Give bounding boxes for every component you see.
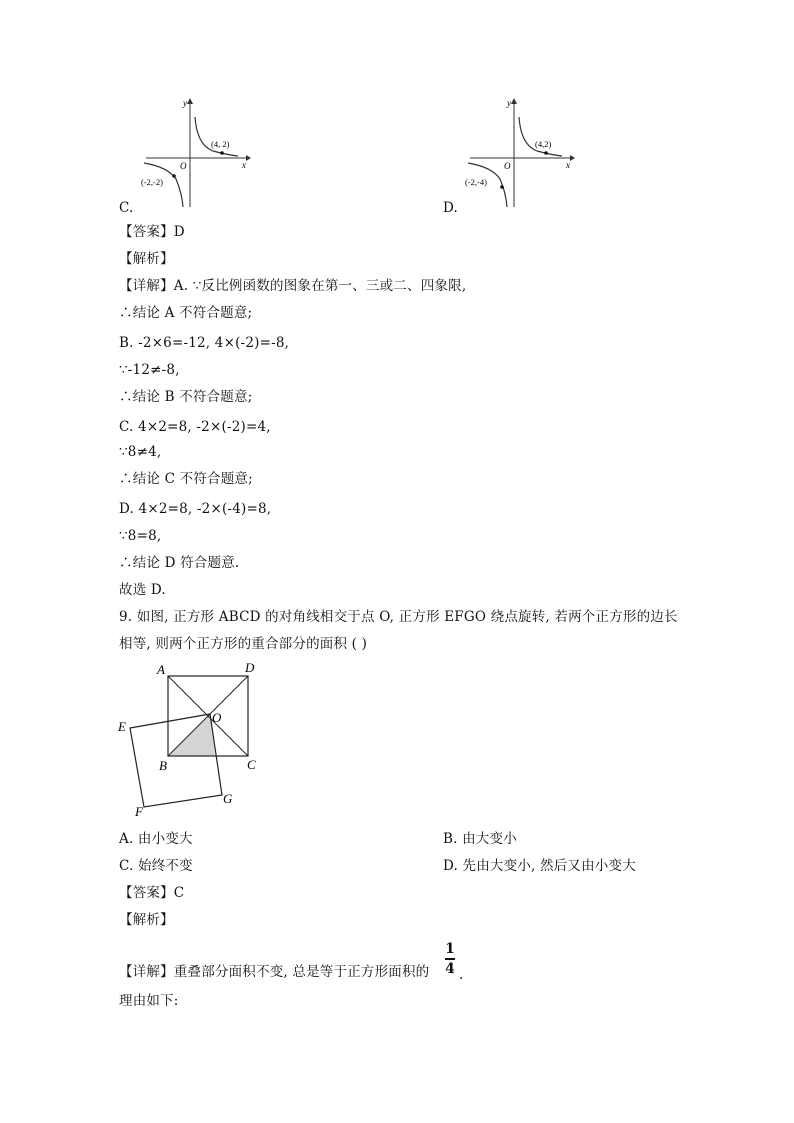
origin-label: O	[504, 161, 511, 171]
graph-option-c	[138, 95, 253, 210]
label-o: O	[212, 710, 222, 725]
q8-detail-line: 【详解】A. ∵反比例函数的图象在第一、三或二、四象限,	[119, 278, 467, 294]
x-axis-label: x	[566, 160, 570, 170]
q9-analysis-heading: 【解析】	[119, 912, 174, 928]
label-g: G	[223, 791, 233, 806]
point-a-label: (4,2)	[535, 139, 552, 149]
point-b-label: (-2,-2)	[141, 177, 163, 187]
q8-detail-line: ∵8≠4,	[119, 444, 162, 460]
q8-answer: 【答案】D	[119, 224, 185, 240]
fraction-bar	[445, 958, 455, 960]
q8-detail-line: ∴结论 C 不符合题意;	[119, 471, 253, 487]
point-a-label: (4, 2)	[211, 139, 230, 149]
q9-option-d: D. 先由大变小, 然后又由小变大	[443, 858, 636, 874]
graph-option-d	[462, 95, 577, 210]
fraction-numerator: 1	[445, 941, 455, 957]
point-b-label: (-2,-4)	[465, 177, 487, 187]
option-d-label: D.	[443, 200, 459, 216]
curve-first-quadrant	[195, 117, 238, 156]
q9-detail-end: .	[459, 967, 464, 983]
label-c: C	[247, 757, 256, 772]
q8-detail-line: ∴结论 B 不符合题意;	[119, 389, 253, 405]
q8-detail-line: ∴结论 D 符合题意.	[119, 555, 240, 571]
y-axis-label: y	[183, 98, 187, 108]
point-b-dot	[172, 174, 176, 178]
q9-option-c: C. 始终不变	[119, 858, 193, 874]
q8-detail-line: B. -2×6=-12, 4×(-2)=-8,	[119, 335, 290, 351]
q9-answer: 【答案】C	[119, 885, 185, 901]
q9-stem-line-1: 9. 如图, 正方形 ABCD 的对角线相交于点 O, 正方形 EFGO 绕点旋转, 若两个正方形的边长	[119, 609, 678, 625]
label-d: D	[245, 660, 255, 675]
fraction-denominator: 4	[445, 961, 455, 977]
q9-detail-text: 【详解】重叠部分面积不变, 总是等于正方形面积的	[119, 964, 430, 980]
q9-option-a: A. 由小变大	[119, 831, 193, 847]
q8-analysis-heading: 【解析】	[119, 251, 174, 267]
point-b-dot	[500, 185, 504, 189]
origin-label: O	[180, 161, 187, 171]
q8-detail-line: ∵-12≠-8,	[119, 362, 180, 378]
option-c-label: C.	[119, 200, 134, 216]
curve-first-quadrant	[519, 117, 562, 156]
q9-reason: 理由如下:	[119, 993, 179, 1009]
q8-detail-line: D. 4×2=8, -2×(-4)=8,	[119, 501, 272, 517]
y-axis-label: y	[507, 98, 511, 108]
label-f: F	[135, 804, 143, 816]
label-a: A	[157, 662, 165, 677]
point-a-dot	[220, 151, 224, 155]
q9-option-b: B. 由大变小	[443, 831, 517, 847]
q8-detail-line: ∴结论 A 不符合题意;	[119, 305, 253, 321]
x-axis-label: x	[242, 160, 246, 170]
label-b: B	[159, 758, 167, 773]
q9-stem-line-2: 相等, 则两个正方形的重合部分的面积 ( )	[119, 636, 368, 652]
q9-square-figure	[115, 658, 275, 816]
label-e: E	[118, 719, 126, 734]
q8-detail-line: ∵8=8,	[119, 528, 162, 544]
point-a-dot	[544, 151, 548, 155]
q8-detail-line: 故选 D.	[119, 582, 166, 598]
q8-detail-line: C. 4×2=8, -2×(-2)=4,	[119, 419, 271, 435]
